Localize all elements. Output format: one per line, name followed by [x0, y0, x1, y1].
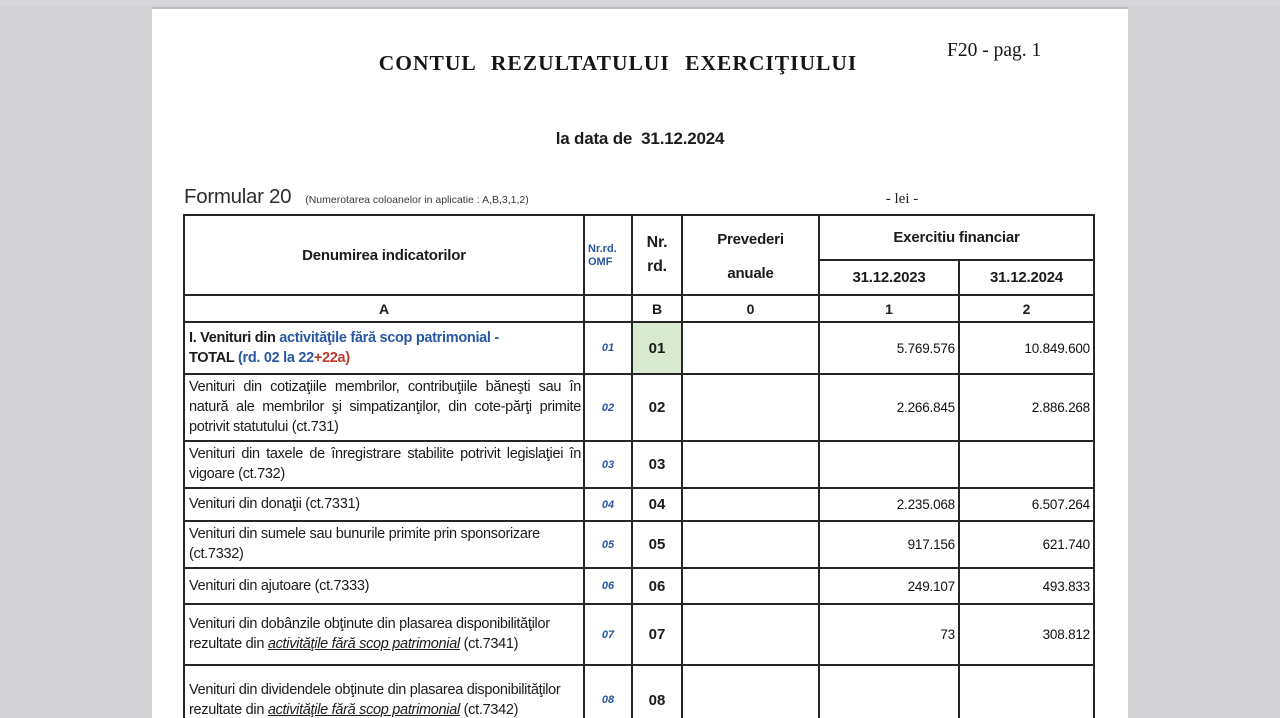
- indicator-name-cell: [184, 374, 584, 441]
- value-2023-cell: 249.107: [819, 568, 959, 604]
- indicator-name-cell: [184, 665, 584, 718]
- value-2024-cell: [959, 665, 1094, 718]
- row-number-cell: 04: [632, 488, 682, 521]
- header-nr-rd-omf: [584, 215, 632, 295]
- column-letter-b: B: [632, 295, 682, 322]
- column-letter-2: 2: [959, 295, 1094, 322]
- value-2023-cell: 2.235.068: [819, 488, 959, 521]
- table-row: [184, 322, 1094, 374]
- header-nr-rd-line1: Nr.: [646, 234, 668, 251]
- omf-row-number-cell: 04: [584, 488, 632, 521]
- prevederi-anuale-cell: [682, 568, 819, 604]
- table-row: [184, 604, 1094, 665]
- row-number-cell: 03: [632, 441, 682, 488]
- document-title: CONTUL REZULTATULUI EXERCIŢIULUI: [378, 51, 858, 75]
- indicator-name-cell: [184, 604, 584, 665]
- header-nr-rd-line2: rd.: [647, 258, 667, 275]
- row-number-cell: 06: [632, 568, 682, 604]
- table-row: [184, 665, 1094, 718]
- indicator-name-text: Venituri din dobânzile obţinute din plasarea disponibilităţilor rezultate din activităţile fără scop patrimonial (ct.7341): [189, 616, 550, 652]
- value-2023-cell: [819, 441, 959, 488]
- indicator-name-cell: [184, 488, 584, 521]
- header-denumirea: Denumirea indicatorilor: [184, 215, 584, 295]
- table-row: [184, 488, 1094, 521]
- document-page: [152, 7, 1128, 718]
- viewer-top-strip: [0, 0, 1280, 6]
- row-number-cell: 07: [632, 604, 682, 665]
- table-row: [184, 374, 1094, 441]
- header-date-2023: 31.12.2023: [819, 260, 959, 295]
- omf-row-number-cell: 05: [584, 521, 632, 568]
- value-2024-cell: 308.812: [959, 604, 1094, 665]
- row-number-cell: 05: [632, 521, 682, 568]
- row-number-cell: 02: [632, 374, 682, 441]
- indicators-table: [183, 214, 1095, 718]
- indicator-name-text: Venituri din dividendele obţinute din plasarea disponibilităţilor rezultate din activităţile fără scop patrimonial (ct.7342): [189, 681, 561, 718]
- table-row: [184, 441, 1094, 488]
- prevederi-anuale-cell: [682, 521, 819, 568]
- table-row: [184, 568, 1094, 604]
- column-letter-a: A: [184, 295, 584, 322]
- form-page-code: F20 - pag. 1: [947, 40, 1042, 61]
- indicator-name-text: Venituri din taxele de înregistrare stabilite potrivit legislaţiei în vigoare (ct.732): [189, 446, 581, 482]
- prevederi-anuale-cell: [682, 604, 819, 665]
- header-nr-rd: [632, 215, 682, 295]
- indicator-name-cell: [184, 521, 584, 568]
- value-2024-cell: 6.507.264: [959, 488, 1094, 521]
- prevederi-anuale-cell: [682, 322, 819, 374]
- value-2024-cell: [959, 441, 1094, 488]
- indicator-name-text: Venituri din donaţii (ct.7331): [189, 496, 360, 512]
- header-date-2024: 31.12.2024: [959, 260, 1094, 295]
- row-number-cell: 01: [632, 322, 682, 374]
- value-2023-cell: 5.769.576: [819, 322, 959, 374]
- indicator-name-text: Venituri din sumele sau bunurile primite prin sponsorizare (ct.7332): [189, 526, 540, 562]
- omf-row-number-cell: 07: [584, 604, 632, 665]
- header-nr-rd-omf-line2: OMF: [588, 256, 613, 268]
- indicator-name-text: Venituri din cotizaţiile membrilor, contribuţiile băneşti sau în natură ale membrilor şi simpatizanţilor, din cote-părţi primite potrivit statutului (ct.731): [189, 379, 581, 435]
- column-numbering-note: (Numerotarea coloanelor in aplicatie : A,B,3,1,2): [305, 194, 529, 206]
- omf-row-number-cell: 01: [584, 322, 632, 374]
- value-2024-cell: 493.833: [959, 568, 1094, 604]
- value-2024-cell: 621.740: [959, 521, 1094, 568]
- indicator-name-cell: [184, 322, 584, 374]
- omf-row-number-cell: 03: [584, 441, 632, 488]
- form-label: Formular 20: [184, 185, 292, 208]
- header-prevederi-line1: Prevederi: [717, 231, 784, 248]
- value-2023-cell: 73: [819, 604, 959, 665]
- column-letter-1: 1: [819, 295, 959, 322]
- omf-row-number-cell: 02: [584, 374, 632, 441]
- value-2024-cell: 10.849.600: [959, 322, 1094, 374]
- currency-note: - lei -: [885, 191, 919, 207]
- column-letter-omf: [584, 295, 632, 322]
- header-exercitiu-financiar: Exercitiu financiar: [819, 215, 1094, 260]
- header-prevederi-anuale: [682, 215, 819, 295]
- indicator-name-text: Venituri din ajutoare (ct.7333): [189, 577, 370, 594]
- indicator-name-cell: [184, 441, 584, 488]
- report-date-line: la data de 31.12.2024: [555, 129, 725, 148]
- column-letter-0: 0: [682, 295, 819, 322]
- header-nr-rd-omf-line1: Nr.rd.: [588, 243, 617, 255]
- table-row: [184, 521, 1094, 568]
- prevederi-anuale-cell: [682, 488, 819, 521]
- indicator-name-cell: [184, 568, 584, 604]
- indicator-name-text: I. Venituri din activităţile fără scop patrimonial - TOTAL (rd. 02 la 22+22a): [189, 329, 499, 366]
- omf-row-number-cell: 06: [584, 568, 632, 604]
- value-2024-cell: 2.886.268: [959, 374, 1094, 441]
- prevederi-anuale-cell: [682, 374, 819, 441]
- prevederi-anuale-cell: [682, 441, 819, 488]
- value-2023-cell: 917.156: [819, 521, 959, 568]
- value-2023-cell: [819, 665, 959, 718]
- row-number-cell: 08: [632, 665, 682, 718]
- prevederi-anuale-cell: [682, 665, 819, 718]
- form-label-line: [184, 185, 529, 209]
- value-2023-cell: 2.266.845: [819, 374, 959, 441]
- omf-row-number-cell: 08: [584, 665, 632, 718]
- header-prevederi-line2: anuale: [727, 265, 774, 282]
